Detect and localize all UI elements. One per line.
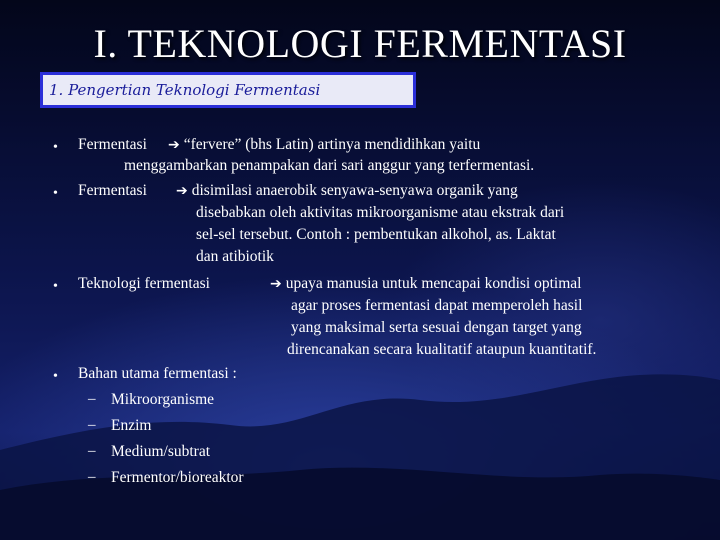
sub-item: Enzim xyxy=(111,417,152,434)
sub-item: Fermentor/bioreaktor xyxy=(111,469,244,486)
item-line xyxy=(168,136,480,154)
item-line: menggambarkan penampakan dari sari anggur yang terfermentasi. xyxy=(124,157,535,174)
item-line-text: disimilasi anaerobik senyawa-senyawa organik yang xyxy=(191,182,518,199)
bullet: • xyxy=(53,369,58,384)
item-line xyxy=(270,275,581,293)
dash: – xyxy=(88,417,96,433)
item-line: agar proses fermentasi dapat memperoleh hasil xyxy=(291,297,583,314)
arrow-icon: ➔ xyxy=(270,276,282,292)
subtitle-box xyxy=(40,72,416,108)
bullet: • xyxy=(53,186,58,201)
item-line: direncanakan secara kualitatif ataupun kuantitatif. xyxy=(287,341,597,358)
item-line: sel-sel tersebut. Contoh : pembentukan alkohol, as. Laktat xyxy=(196,226,556,243)
item-term: Fermentasi xyxy=(78,136,147,153)
item-line: dan atibiotik xyxy=(196,248,274,265)
sub-item: Mikroorganisme xyxy=(111,391,215,408)
item-line-text: “fervere” (bhs Latin) artinya mendidihkan yaitu xyxy=(183,136,481,153)
dash: – xyxy=(88,469,96,485)
subtitle-text: 1. Pengertian Teknologi Fermentasi xyxy=(49,81,321,99)
item-line xyxy=(176,182,518,200)
item-term: Teknologi fermentasi xyxy=(78,275,210,292)
item-line-text: upaya manusia untuk mencapai kondisi optimal xyxy=(285,275,582,292)
arrow-icon: ➔ xyxy=(168,137,180,153)
bullet: • xyxy=(53,140,58,155)
bullet: • xyxy=(53,279,58,294)
dash: – xyxy=(88,443,96,459)
dash: – xyxy=(88,391,96,407)
item-line: yang maksimal serta sesuai dengan target yang xyxy=(291,319,582,336)
item-line: disebabkan oleh aktivitas mikroorganisme atau ekstrak dari xyxy=(196,204,565,221)
arrow-icon: ➔ xyxy=(176,183,188,199)
item-term: Fermentasi xyxy=(78,182,147,199)
slide-title: I. TEKNOLOGI FERMENTASI xyxy=(93,21,627,66)
sub-item: Medium/subtrat xyxy=(111,443,211,460)
item-term: Bahan utama fermentasi : xyxy=(78,365,237,382)
